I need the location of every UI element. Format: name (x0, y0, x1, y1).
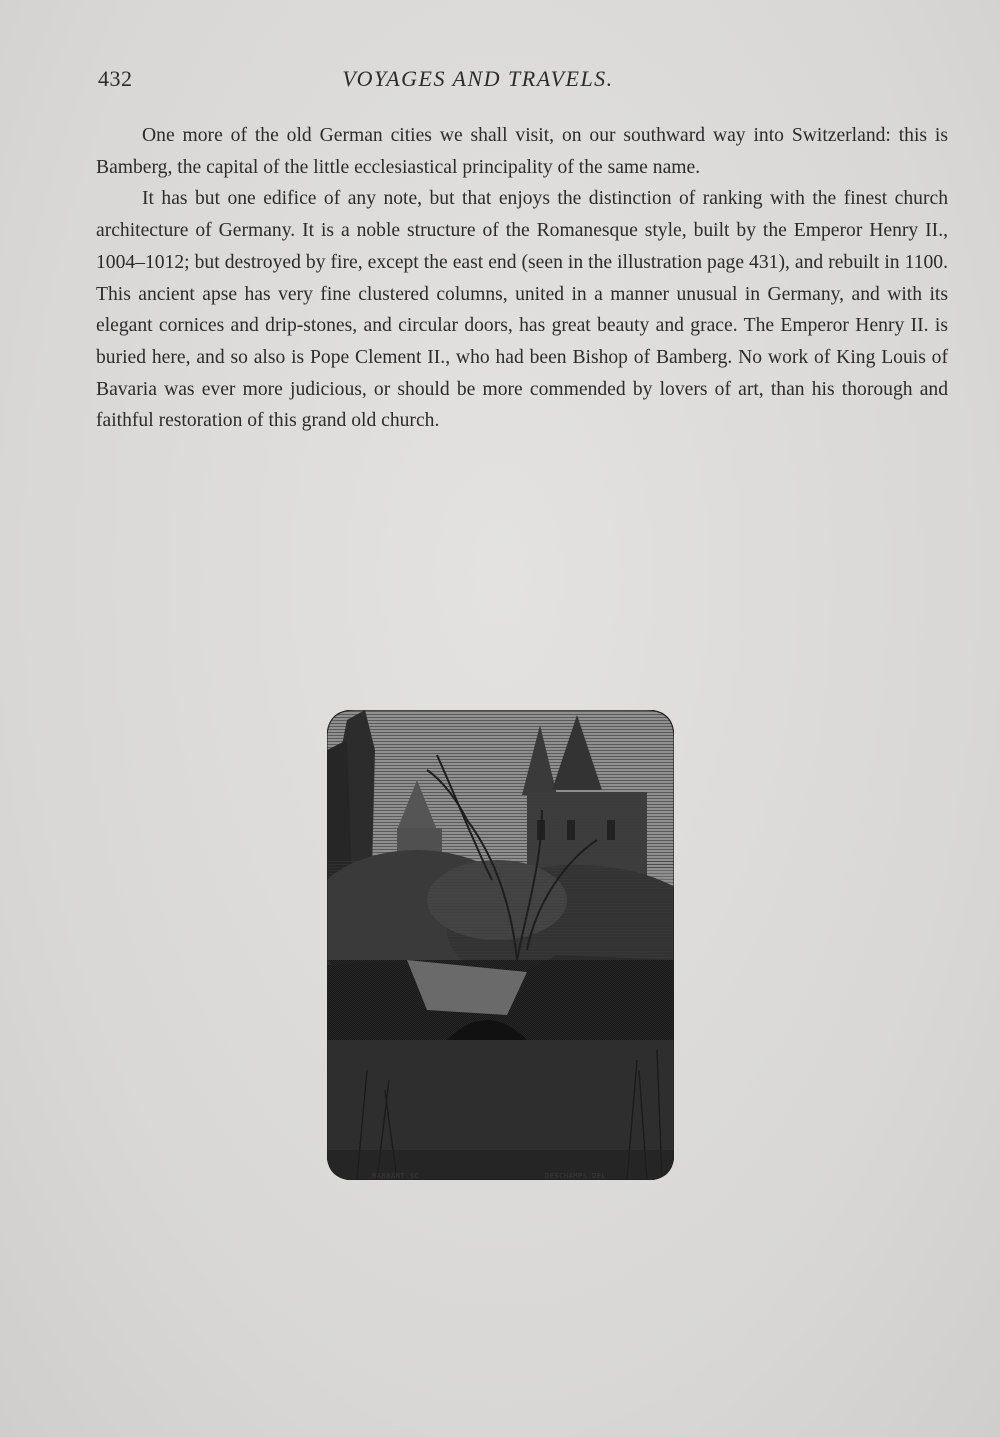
engraving-image (327, 710, 674, 1180)
running-title: VOYAGES AND TRAVELS. (342, 66, 614, 91)
running-head (98, 66, 948, 100)
engraving-illustration (327, 710, 674, 1180)
engraver-credit: BARBANT.SC (372, 1172, 420, 1180)
body-text (96, 120, 948, 437)
page-number: 432 (98, 66, 133, 91)
paragraph-1: One more of the old German cities we shall visit, on our southward way into Switzerland: this is Bamberg, the capital of the little ecclesiastical principality of the same name. (96, 125, 948, 178)
paragraph-2: It has but one edifice of any note, but that enjoys the distinction of ranking with the finest church architecture of Germany. It is a noble structure of the Romanesque style, built by the Emperor Henry II., 1004–1012; but destroyed by fire, except the east end (seen in the illustration page 431), and rebuilt in 1100. This ancient apse has very fine clustered columns, united in a manner unusual in Germany, and with its elegant cornices and drip-stones, and circular doors, has great beauty and grace. The Emperor Henry II. is buried here, and so also is Pope Clement II., who had been Bishop of Bamberg. No work of King Louis of Bavaria was ever more judicious, or should be more commended by lovers of art, than his thorough and faithful restoration of this grand old church. (96, 188, 948, 432)
artist-credit: DESCHAMPS.DEL (545, 1172, 607, 1180)
